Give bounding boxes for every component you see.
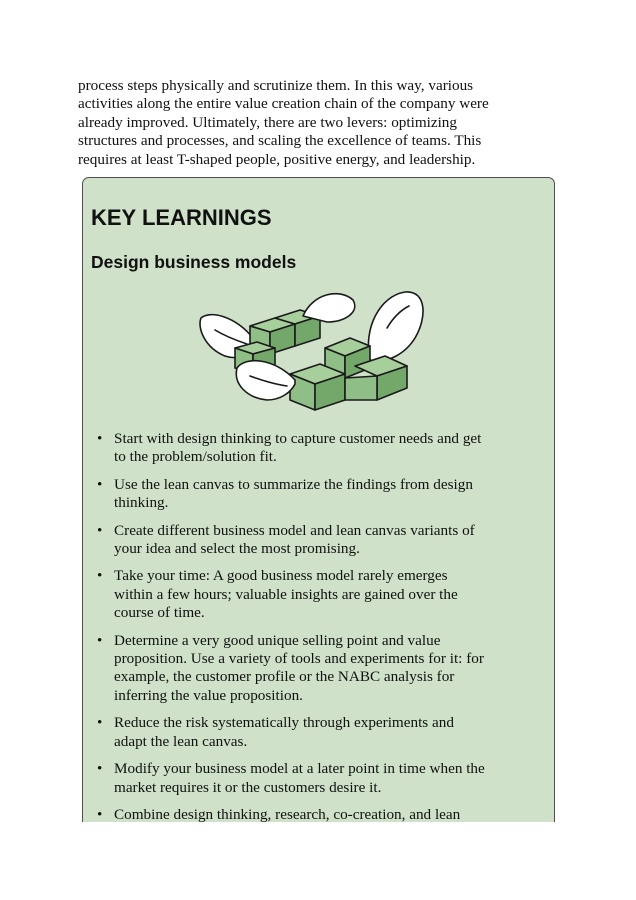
key-learnings-heading: KEY LEARNINGS xyxy=(91,205,272,230)
list-item-line: Use the lean canvas to summarize the findings from design xyxy=(114,475,473,493)
list-item-line: adapt the lean canvas. xyxy=(114,732,248,750)
list-item: • Create different business model and lean canvas variants of your idea and select the most promising. xyxy=(83,522,555,559)
list-item: • Start with design thinking to capture customer needs and get to the problem/solution fit. xyxy=(83,430,555,467)
list-item-line: Create different business model and lean canvas variants of xyxy=(114,521,475,539)
intro-line: process steps physically and scrutinize them. In this way, various xyxy=(78,77,474,94)
intro-line: already improved. Ultimately, there are two levers: optimizing xyxy=(78,113,457,131)
list-item: • Take your time: A good business model rarely emerges within a few hours; valuable insights are gained over the course of time. xyxy=(83,567,555,622)
list-item-line: within a few hours; valuable insights are gained over the xyxy=(114,585,458,603)
intro-line: requires at least T-shaped people, positive energy, and leadership. xyxy=(78,150,476,168)
list-item-line: market requires it or the customers desire it. xyxy=(114,778,382,796)
list-item: • Reduce the risk systematically through experiments and adapt the lean canvas. xyxy=(83,714,555,751)
intro-paragraph xyxy=(78,77,562,169)
list-item: • Determine a very good unique selling point and value proposition. Use a variety of tools and experiments for it: for example, the customer profile or the NABC analysis for inferring the value proposition. xyxy=(83,632,555,706)
intro-line: structures and processes, and scaling the excellence of teams. This xyxy=(78,132,482,150)
list-item: • Use the lean canvas to summarize the findings from design thinking. xyxy=(83,476,555,513)
list-item-line: Modify your business model at a later point in time when the xyxy=(114,760,485,778)
list-item-line: Combine design thinking, research, co-creation, and lean xyxy=(114,805,461,822)
list-item-line: Reduce the risk systematically through experiments and xyxy=(114,714,454,732)
list-item-line: Take your time: A good business model rarely emerges xyxy=(114,567,448,585)
winged-cubes-icon xyxy=(195,288,427,423)
list-item-line: to the problem/solution fit. xyxy=(114,448,277,466)
list-item-line: inferring the value proposition. xyxy=(114,686,303,704)
key-learnings-list xyxy=(83,430,555,822)
key-learnings-box xyxy=(82,177,555,822)
list-item-line: your idea and select the most promising. xyxy=(114,540,360,558)
list-item: • Modify your business model at a later point in time when the market requires it or the customers desire it. xyxy=(83,760,555,797)
intro-line: activities along the entire value creation chain of the company were xyxy=(78,95,489,113)
list-item-line: course of time. xyxy=(114,604,205,622)
list-item-line: thinking. xyxy=(114,494,169,512)
list-item-line: proposition. Use a variety of tools and experiments for it: for xyxy=(114,650,484,668)
list-item-line: Determine a very good unique selling point and value xyxy=(114,631,441,649)
section-subheading: Design business models xyxy=(91,252,297,272)
list-item-line: Start with design thinking to capture customer needs and get xyxy=(114,430,482,447)
list-item: • Combine design thinking, research, co-creation, and lean xyxy=(83,806,555,822)
list-item-line: example, the customer profile or the NABC analysis for xyxy=(114,668,455,686)
